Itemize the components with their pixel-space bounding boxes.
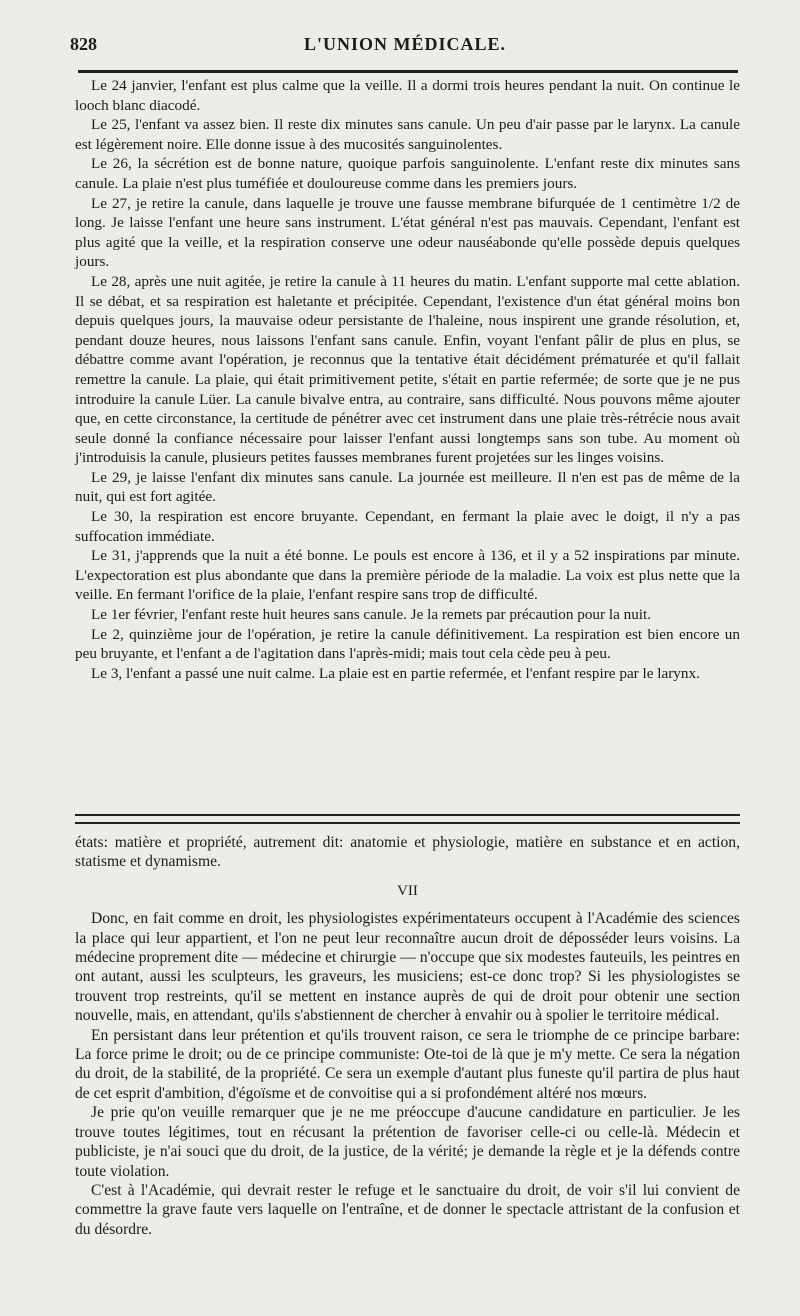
case-report-column (75, 76, 740, 683)
article-paragraph: En persistant dans leur prétention et qu'ils trouvent raison, ce sera le triomphe de ce principe barbare: La force prime le droit; ou de ce principe communiste: Ote-toi de là que je m'y mette. Ce sera la négation du droit, de la stabilité, de la propriété. Ce sera un exemple d'autant plus funeste qu'il partira de plus haut de cet esprit d'ambition, d'égoïsme et de convoitise qui a si profondément altéré nos mœurs. (75, 1026, 740, 1102)
section-separator-rule (75, 814, 740, 824)
case-paragraph: Le 31, j'apprends que la nuit a été bonne. Le pouls est encore à 136, et il y a 52 inspirations par minute. L'expectoration est plus abondante que dans la première période de la maladie. La voix est plus nette que la veille. En fermant l'orifice de la plaie, l'enfant respire sans trop de difficulté. (75, 547, 740, 604)
article-paragraph: C'est à l'Académie, qui devrait rester le refuge et le sanctuaire du droit, de voir s'il lui convient de commettre la grave faute vers laquelle on l'entraîne, et de donner le spectacle attristant de la confusion et du désordre. (75, 1181, 740, 1238)
case-paragraph: Le 26, la sécrétion est de bonne nature, quoique parfois sanguinolente. L'enfant reste dix minutes sans canule. La plaie n'est plus tuméfiée et douloureuse comme dans les premiers jours. (75, 155, 740, 192)
article-continuation: états: matière et propriété, autrement dit: anatomie et physiologie, matière en substance et en action, statisme et dynamisme. (75, 834, 740, 871)
article-paragraph: Je prie qu'on veuille remarquer que je ne me préoccupe d'aucune candidature en particulier. Je les trouve toutes légitimes, tout en récusant la prétention de favoriser celle-ci ou celle-là. Médecin et publiciste, je n'ai souci que du droit, de la justice, de la vérité; je demande la règle et je la défends contre toute violation. (75, 1104, 740, 1180)
section-number: VII (397, 882, 418, 899)
case-paragraph: Le 27, je retire la canule, dans laquelle je trouve une fausse membrane bifurquée de 1 centimètre 1/2 de long. Je laisse l'enfant une heure sans instrument. L'état général n'est pas mauvais. Cependant, l'enfant est plus agité que la veille, et la respiration conserve une odeur nauséabonde qu'elle possède depuis quelques jours. (75, 194, 740, 271)
case-paragraph: Le 28, après une nuit agitée, je retire la canule à 11 heures du matin. L'enfant supporte mal cette ablation. Il se débat, et sa respiration est haletante et précipitée. Cependant, l'existence d'un état général moins bon depuis quelques jours, la mauvaise odeur persistante de l'haleine, nous inspirent une grande résolution, et, pendant douze heures, nous laissons l'enfant sans canule. Enfin, voyant l'enfant pâlir de plus en plus, se débattre comme avant l'opération, je reconnus que la tentative était décidément prématurée et qu'il fallait remettre la canule. La plaie, qui était primitivement petite, s'était en partie refermée; de sorte que je ne pus introduire la canule Lüer. La canule bivalve entra, au contraire, sans difficulté. Nous pouvons même ajouter que, en cette circonstance, la certitude de pénétrer avec cet instrument dans une plaie très-rétrécie nous avait seule donné la confiance nécessaire pour laisser l'enfant aussi longtemps sans son tube. Au moment où j'introduisis la canule, plusieurs petites fausses membranes furent projetées sur les linges voisins. (75, 272, 740, 467)
case-paragraph: Le 25, l'enfant va assez bien. Il reste dix minutes sans canule. Un peu d'air passe par le larynx. La canule est légèrement noire. Elle donne issue à des mucosités sanguinolentes. (75, 116, 740, 153)
case-paragraph: Le 2, quinzième jour de l'opération, je retire la canule définitivement. La respiration est bien encore un peu bruyante, et l'enfant a de l'agitation dans l'après-midi; mais tout cela cède peu à peu. (75, 625, 740, 663)
article-column (75, 833, 740, 1239)
running-title: L'UNION MÉDICALE. (303, 34, 507, 54)
case-paragraph: Le 24 janvier, l'enfant est plus calme que la veille. Il a dormi trois heures pendant la nuit. On continue le looch blanc diacodé. (75, 77, 740, 114)
header-rule (78, 70, 738, 73)
page-header (70, 30, 740, 60)
case-paragraph: Le 30, la respiration est encore bruyante. Cependant, en fermant la plaie avec le doigt, il n'y a pas suffocation immédiate. (75, 508, 740, 545)
case-paragraph: Le 3, l'enfant a passé une nuit calme. La plaie est en partie refermée, et l'enfant respire par le larynx. (91, 664, 700, 682)
case-paragraph: Le 29, je laisse l'enfant dix minutes sans canule. La journée est meilleure. Il n'en est pas de même de la nuit, qui est fort agitée. (75, 468, 740, 506)
case-paragraph: Le 1er février, l'enfant reste huit heures sans canule. Je la remets par précaution pour la nuit. (91, 606, 652, 624)
page-number: 828 (70, 34, 97, 54)
article-paragraph: Donc, en fait comme en droit, les physiologistes expérimentateurs occupent à l'Académie des sciences la place qui leur appartient, et l'on ne peut leur reconnaître aucun droit de déposséder leurs voisins. La médecine proprement dite — médecine et chirurgie — n'occupe que six modestes fauteuils, les peintres en ont autant, aussi les sculpteurs, les graveurs, les musiciens; est-ce donc trop? Si les physiologistes se trouvent trop restreints, qu'il se mettent en instance auprès de qui de droit pour obtenir une section nouvelle, mais, en attendant, qu'ils s'abstiennent de chercher à envahir ou à spolier le territoire médical. (75, 910, 740, 1025)
